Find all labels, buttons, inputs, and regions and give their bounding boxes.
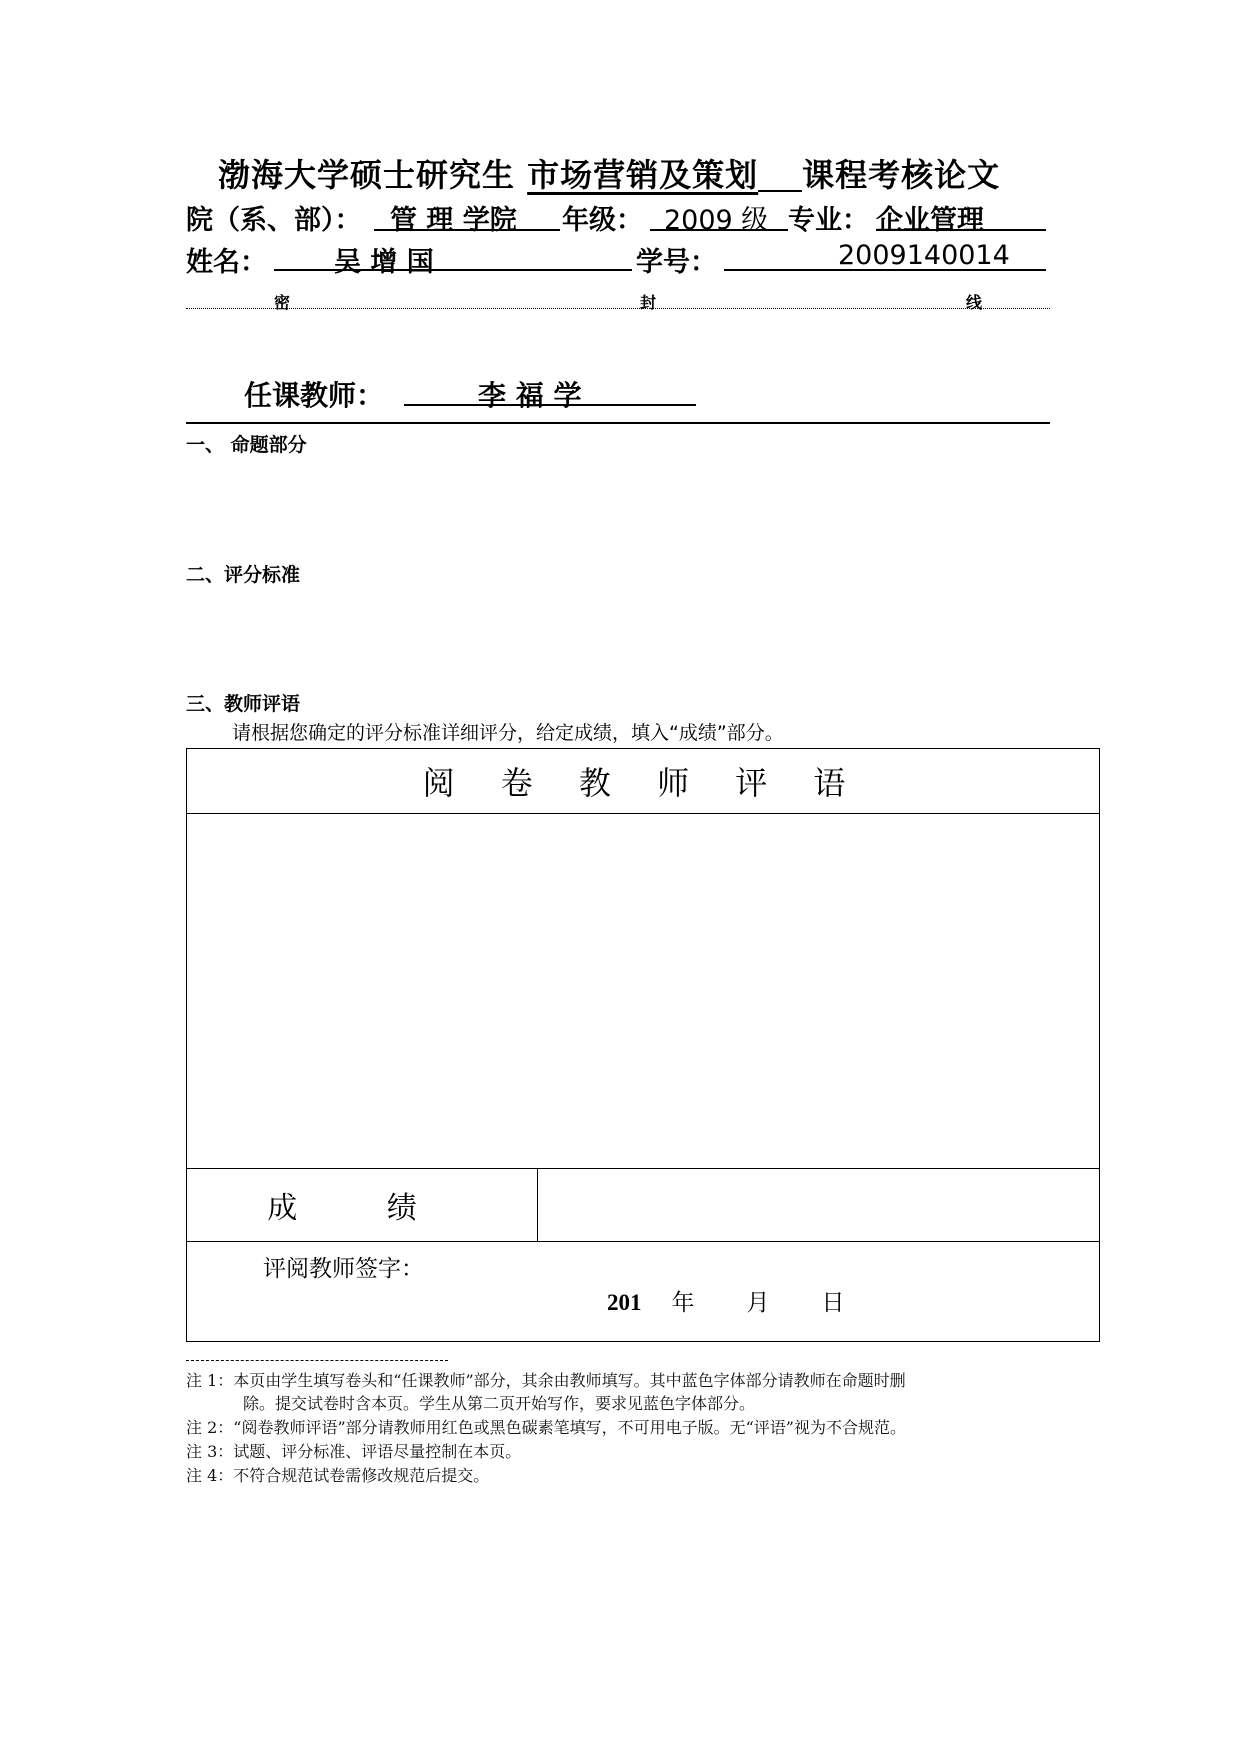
section-1-heading: 一、 命题部分 <box>186 434 307 456</box>
seal-xian: 线 <box>966 293 983 312</box>
seal-feng: 封 <box>640 293 657 312</box>
name-label: 姓名： <box>186 247 267 278</box>
course-underline-tail <box>758 189 802 192</box>
section-2-heading: 二、评分标准 <box>186 564 301 586</box>
grade-label: 年级： <box>562 205 643 236</box>
header-divider <box>186 422 1050 424</box>
teacher-label: 任课教师： <box>244 379 385 412</box>
grade-input-cell[interactable] <box>538 1169 1100 1242</box>
signature-cell[interactable] <box>187 1242 1100 1342</box>
instruction-text: 请根据您确定的评分标准详细评分，给定成绩，填入“成绩”部分。 <box>232 722 784 744</box>
footnote-3: 注 3：试题、评分标准、评语尽量控制在本页。 <box>186 1442 522 1461</box>
page-title <box>218 150 1000 196</box>
footnote-4: 注 4：不符合规范试卷需修改规范后提交。 <box>186 1466 490 1485</box>
teacher-value: 李 福 学 <box>478 379 582 412</box>
name-value: 吴 增 国 <box>334 247 434 278</box>
id-value: 2009140014 <box>838 240 1010 271</box>
footnote-separator <box>186 1360 448 1361</box>
grade-label-cell: 成 绩 <box>187 1169 538 1242</box>
course-name: 市场营销及策划 <box>527 156 759 194</box>
id-label: 学号： <box>636 247 717 278</box>
major-label: 专业： <box>788 205 869 236</box>
grade-value: 2009 级 <box>664 205 769 236</box>
seal-dotted-line <box>186 308 1050 309</box>
date-day-unit: 日 <box>821 1290 845 1316</box>
name-underline <box>274 269 632 271</box>
title-suffix: 课程考核论文 <box>802 156 1001 194</box>
major-value: 企业管理 <box>876 205 984 236</box>
review-table-header: 阅 卷 教 师 评 语 <box>187 749 1100 814</box>
signature-label: 评阅教师签字： <box>263 1256 424 1282</box>
footnote-1: 注 1：本页由学生填写卷头和“任课教师”部分，其余由教师填写。其中蓝色字体部分请教师在命题时删 <box>186 1371 906 1390</box>
review-table <box>186 748 1100 1342</box>
comment-area[interactable] <box>187 814 1100 1169</box>
footnote-1-cont: 除。提交试卷时含本页。学生从第二页开始写作，要求见蓝色字体部分。 <box>243 1394 756 1413</box>
dept-value: 管 理 学院 <box>390 205 517 236</box>
footnote-2: 注 2：“阅卷教师评语”部分请教师用红色或黑色碳素笔填写，不可用电子版。无“评语”视为不合规范。 <box>186 1418 906 1437</box>
date-month-unit: 月 <box>746 1290 770 1316</box>
dept-label: 院（系、部）： <box>186 205 362 236</box>
section-3-heading: 三、教师评语 <box>186 693 301 715</box>
signature-date <box>607 1284 845 1317</box>
date-year-unit: 年 <box>671 1290 695 1316</box>
seal-mi: 密 <box>274 293 291 312</box>
title-prefix: 渤海大学硕士研究生 <box>218 156 528 194</box>
date-year: 201 <box>607 1290 642 1315</box>
